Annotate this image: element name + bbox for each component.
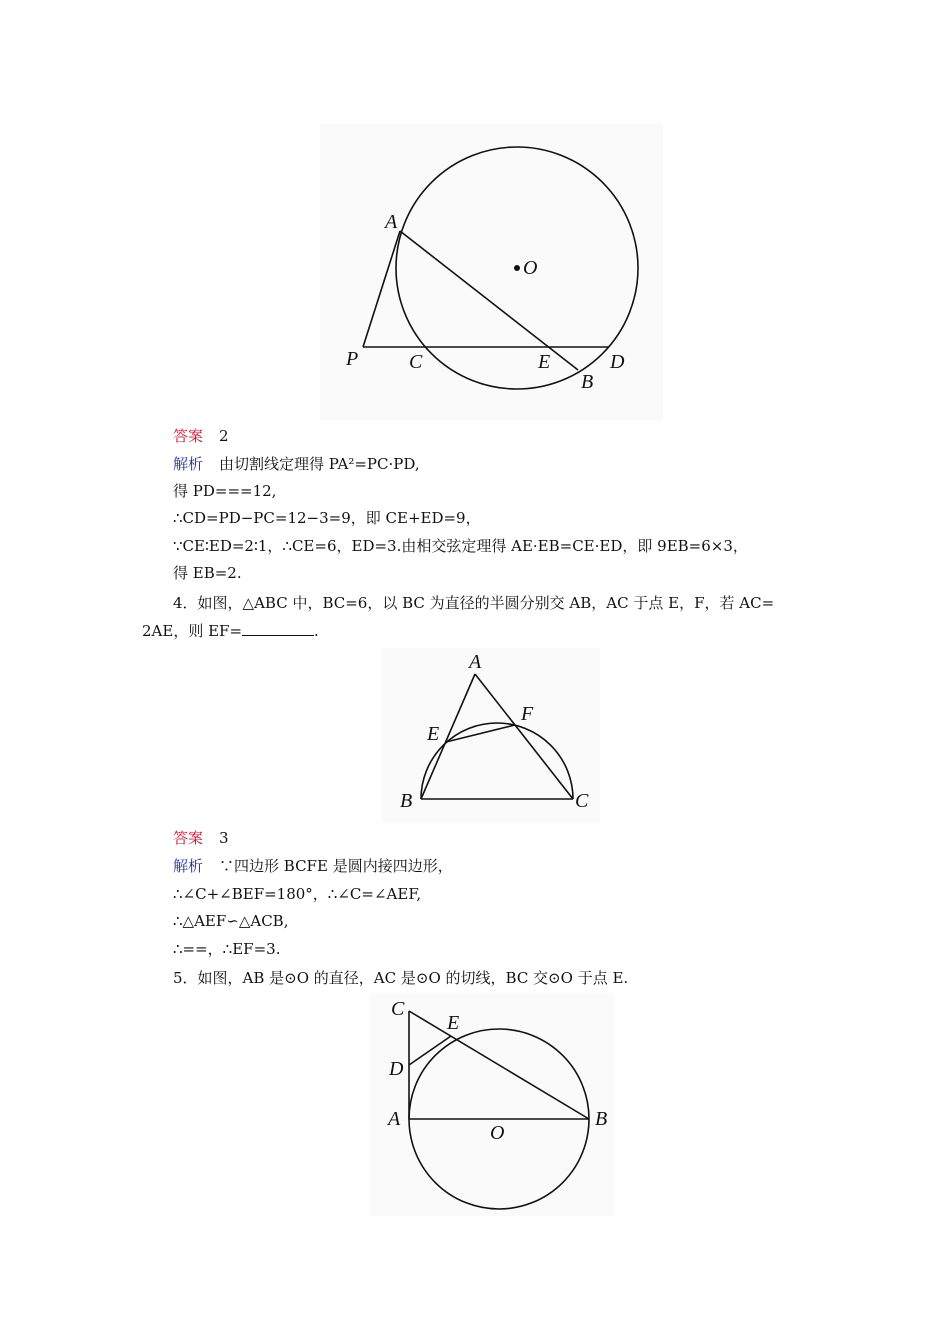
label-B: B [595,1108,608,1130]
solution-2-line-4: ∴==，∴EF=3. [173,940,281,958]
question-4-line-2: 2AE，则 EF= . [142,622,319,640]
answer-1 [173,426,229,446]
solution-label: 解析 [173,857,204,875]
label-C: C [575,790,589,812]
figure-2-triangle-semicircle [382,648,600,822]
question-4-line-1: 4．如图，△ABC 中，BC=6，以 BC 为直径的半圆分别交 AB，AC 于点 E，F，若 AC= [173,594,775,612]
label-E: E [427,723,440,745]
label-B: B [400,790,413,812]
label-P: P [346,348,359,370]
solution-1-line-3: ∴CD=PD−PC=12−3=9，即 CE+ED=9， [173,509,481,527]
label-A: A [388,1108,401,1130]
answer-value: 2 [219,427,229,445]
label-O: O [523,257,538,279]
solution-1-line-1: 解析 由切割线定理得 PA²=PC·PD, [173,455,420,473]
answer-blank [242,621,314,636]
solution-2-line-1: 解析 ∵四边形 BCFE 是圆内接四边形， [173,857,453,875]
figure-1-circle-secant [320,124,663,420]
label-A: A [385,211,398,233]
solution-2-line-3: ∴△AEF∽△ACB, [173,912,289,930]
solution-1-line-5: 得 EB=2. [173,564,242,582]
label-E: E [447,1012,460,1034]
answer-2 [173,828,229,848]
label-D: D [610,351,625,373]
label-D: D [389,1058,404,1080]
answer-value: 3 [219,829,229,847]
label-C: C [409,351,423,373]
solution-1-line-4: ∵CE∶ED=2∶1，∴CE=6，ED=3.由相交弦定理得 AE·EB=CE·ED，即 9EB=6×3， [173,537,748,555]
solution-1-line-2: 得 PD===12, [173,482,277,500]
label-A: A [469,651,482,673]
answer-label: 答案 [173,829,204,847]
solution-2-line-2: ∴∠C+∠BEF=180°，∴∠C=∠AEF, [173,885,422,903]
solution-label: 解析 [173,455,204,473]
label-F: F [521,703,534,725]
answer-label: 答案 [173,427,204,445]
label-O: O [490,1122,505,1144]
figure-3-circle-tangent [370,994,614,1216]
label-C: C [391,998,405,1020]
label-E: E [538,351,551,373]
label-B: B [581,371,594,393]
question-5-line-1: 5．如图，AB 是⊙O 的直径，AC 是⊙O 的切线，BC 交⊙O 于点 E. [173,969,629,987]
